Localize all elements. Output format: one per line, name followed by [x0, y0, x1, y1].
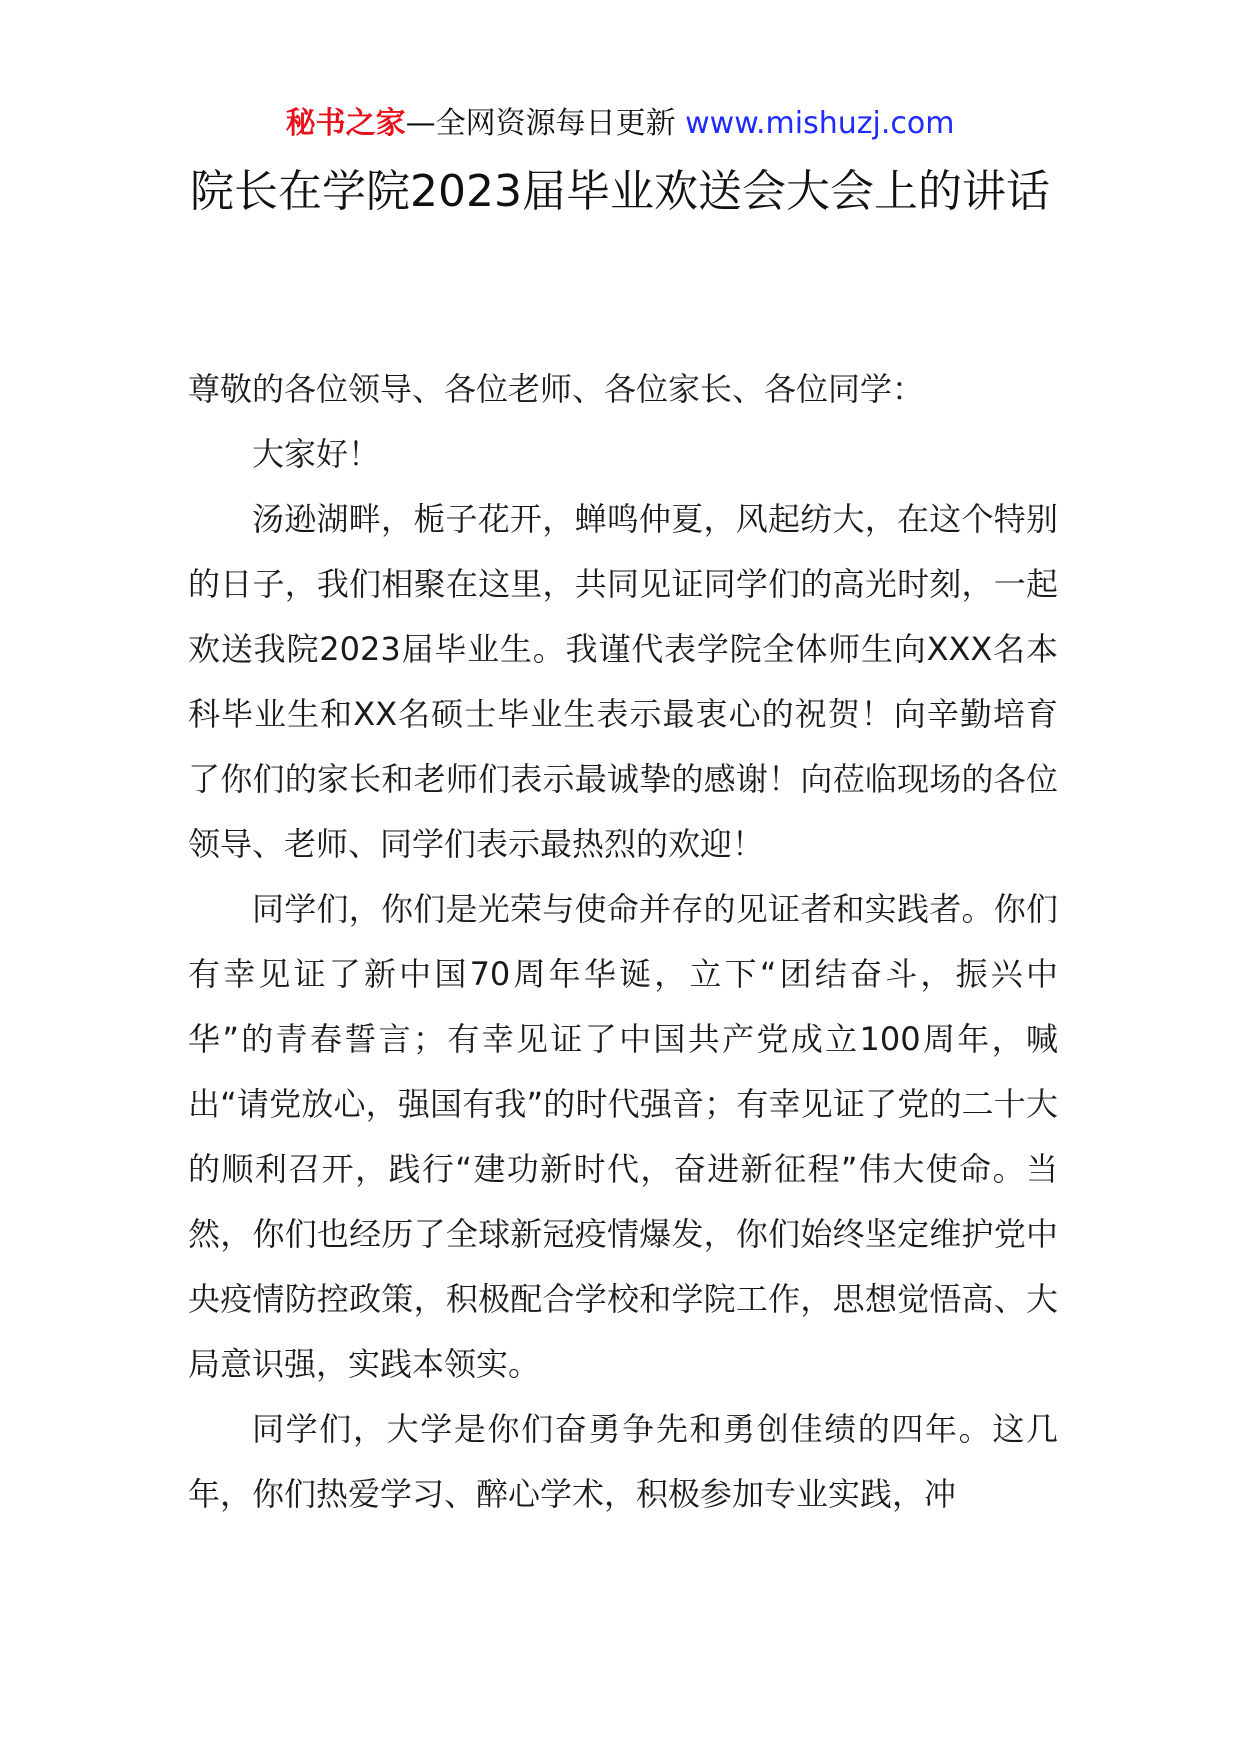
body-paragraph: 同学们，你们是光荣与使命并存的见证者和实践者。你们有幸见证了新中国70周年华诞，立下“团结奋斗，振兴中华”的青春誓言；有幸见证了中国共产党成立100周年，喊出“请党放心，强国有我”的时代强音；有幸见证了党的二十大的顺利召开，践行“建功新时代，奋进新征程”伟大使命。当然，你们也经历了全球新冠疫情爆发，你们始终坚定维护党中央疫情防控政策，积极配合学校和学院工作，思想觉悟高、大局意识强，实践本领实。 — [188, 890, 1058, 1383]
greeting-paragraph: 大家好！ — [252, 435, 381, 473]
site-url-link[interactable]: www.mishuzj.com — [685, 106, 955, 141]
salutation: 尊敬的各位领导、各位老师、各位家长、各位同学： — [188, 370, 925, 408]
body-paragraph: 汤逊湖畔，栀子花开，蝉鸣仲夏，风起纺大，在这个特别的日子，我们相聚在这里，共同见证同学们的高光时刻，一起欢送我院2023届毕业生。我谨代表学院全体师生向XXX名本科毕业生和XX名硕士毕业生表示最衷心的祝贺！向辛勤培育了你们的家长和老师们表示最诚挚的感谢！向莅临现场的各位领导、老师、同学们表示最热烈的欢迎！ — [188, 500, 1058, 863]
page-title: 院长在学院2023届毕业欢送会大会上的讲话 — [190, 166, 1050, 217]
document-body — [188, 357, 1058, 1527]
body-paragraph: 同学们，大学是你们奋勇争先和勇创佳绩的四年。这几年，你们热爱学习、醉心学术，积极参加专业实践，冲 — [188, 1410, 1058, 1513]
site-header — [0, 102, 1240, 146]
header-slogan: —全网资源每日更新 — [405, 106, 686, 141]
brand-name: 秘书之家 — [285, 106, 406, 141]
